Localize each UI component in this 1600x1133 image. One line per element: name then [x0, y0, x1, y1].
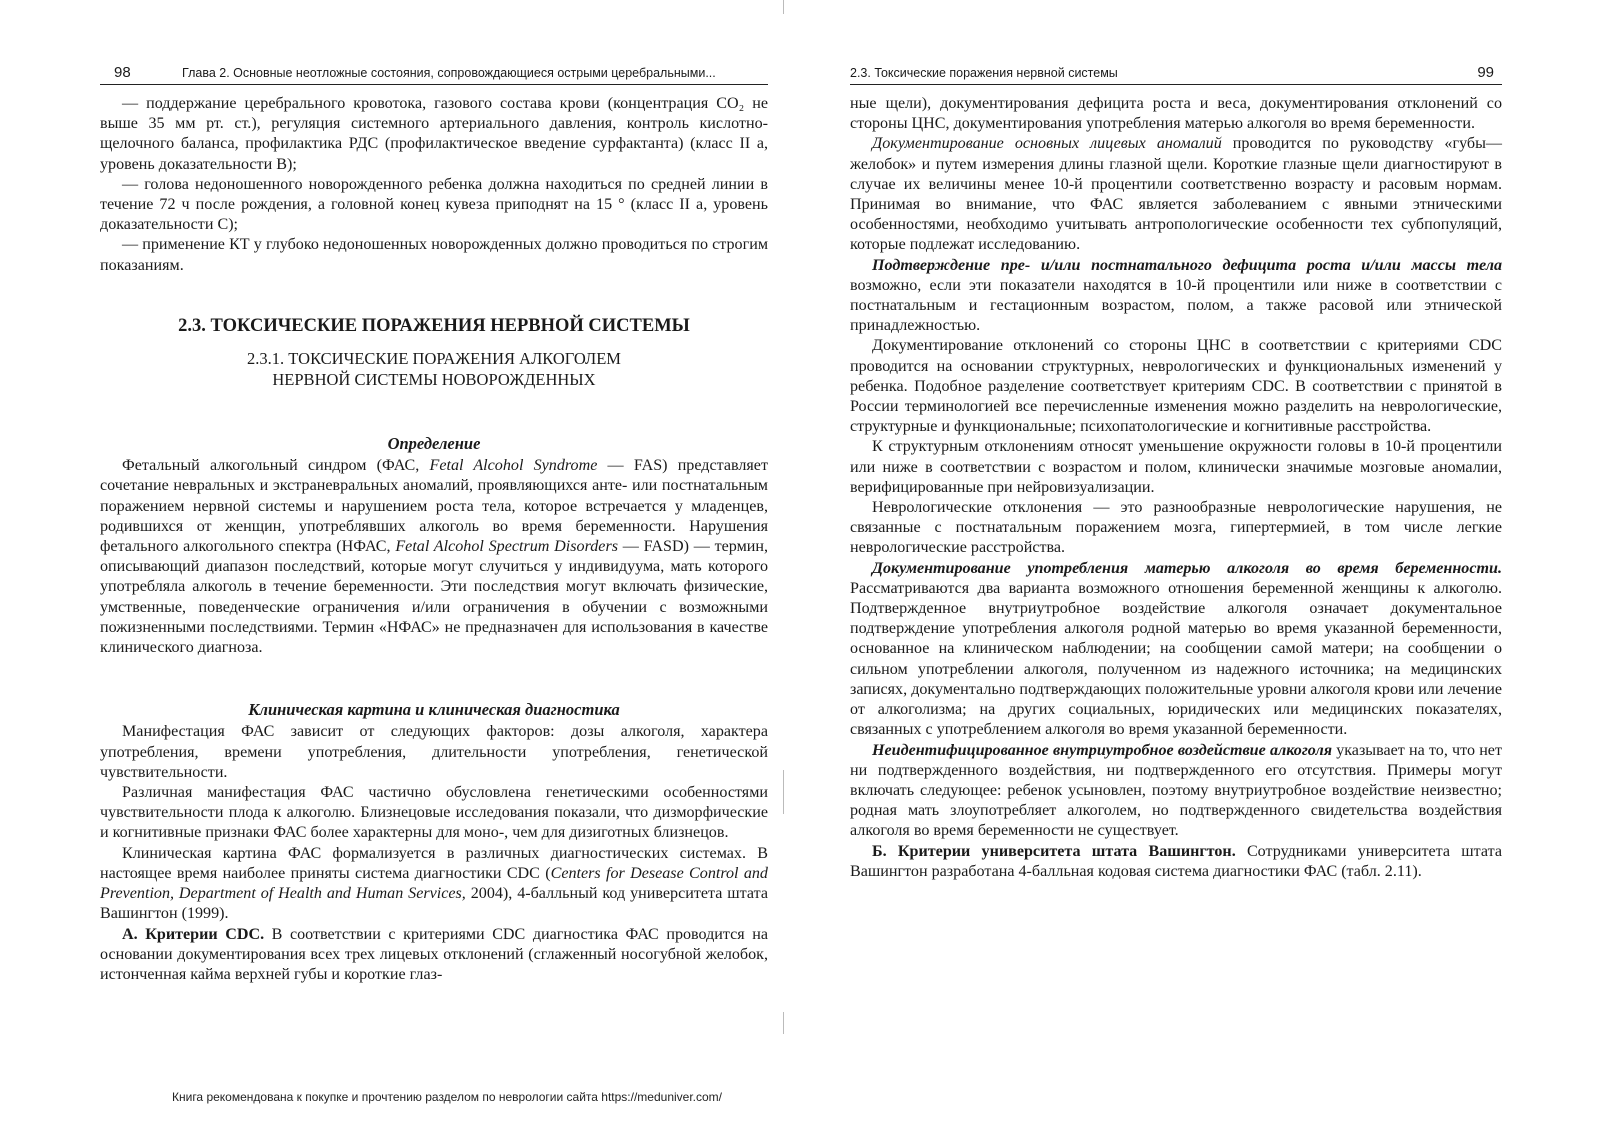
- text-run: — FASD) — термин, описывающий диапазон последствий, которые могут случиться у индивидуума, мать которого употребляла алкоголь в течение беременности. Эти последствия могут включать физические, умственные, поведенческие ограничения и/или ограничения в обучении с возможными пожизненными последствиями. Термин «НФАС» не предназначен для использования в качестве клинического диагноза.: [100, 538, 768, 657]
- left-page-number: 98: [114, 64, 131, 81]
- gutter-line-top: [783, 0, 784, 14]
- right-running-title: 2.3. Токсические поражения нервной системы: [850, 66, 1118, 80]
- text-run: Рассматриваются два варианта возможного отношения беременной женщины к алкоголю. Подтвержденное внутриутробное воздействие алкоголя означает документальное подтверждение употребления алкоголя родной матерью во время указанной беременности, основанное на клиническом наблюдении; на сообщении самой матери; на сообщении о сильном употреблении алкоголя, полученном из надежного источника; на медицинских записях, документально подтверждающих положительные уровни алкоголя крови или лечение от алкоголизма; на других социальных, юридических или медицинских показателях, связанных с употреблением алкоголя во время указанной беременности.: [850, 579, 1502, 739]
- left-body: [100, 94, 768, 985]
- text-run: — FAS) представляет сочетание невральных и экстраневральных аномалий, проявляющихся анте- или постнатальным поражением нервной системы и нарушением роста тела, которое встречается у младенцев, родившихся от женщин, употреблявших алкоголь во время беременности. Нарушения фетального алкогольного спектра (НФАС,: [100, 457, 768, 556]
- text-run-italic: Fetal Alcohol Syndrome: [429, 457, 598, 475]
- text-run: Клиническая картина ФАС формализуется в различных диагностических системах. В настоящее время наиболее приняты система диагностики CDC (: [100, 844, 768, 882]
- paragraph: ные щели), документирования дефицита роста и веса, документирования отклонений со стороны ЦНС, документирования употребления матерью алкоголя во время беременности.: [850, 95, 1502, 133]
- clinical-paragraph-1: Манифестация ФАС зависит от следующих факторов: дозы алкоголя, характера употребления, времени употребления, длительности употребления, генетической чувствительности.: [100, 723, 768, 781]
- heading-definition: Определение: [387, 434, 481, 454]
- text-run-italic: Документирование основных лицевых аномалий: [872, 135, 1222, 153]
- text-run-bold-italic: Подтверждение пре- и/или постнатального дефицита роста и/или массы тела: [872, 256, 1502, 274]
- left-running-title: Глава 2. Основные неотложные состояния, сопровождающиеся острыми церебральными...: [182, 66, 716, 80]
- text-run-italic: Fetal Alcohol Spectrum Disorders: [395, 538, 618, 556]
- list-item: — применение КТ у глубоко недоношенных новорожденных должно проводиться по строгим показаниям.: [100, 236, 768, 274]
- section-title: 2.3. ТОКСИЧЕСКИЕ ПОРАЖЕНИЯ НЕРВНОЙ СИСТЕМЫ: [178, 315, 690, 336]
- right-running-head: [850, 64, 1502, 85]
- footer-note: Книга рекомендована к покупке и прочтению разделом по неврологии сайта https://meduniver.com/: [172, 1090, 723, 1104]
- text-run: В соответствии с критериями CDC диагностика ФАС проводится на основании документирования всех трех лицевых отклонений (сглаженный носогубной желобок, истонченная кайма верхней губы и короткие глаз-: [100, 925, 768, 983]
- text-run: проводится по руководству «губы—желобок» и путем измерения длины глазной щели. Короткие глазные щели диагностируют в случае их величины менее 10-й процентили соответственно возрасту и расовым нормам. Принимая во внимание, что ФАС является заболеванием с явными этническими особенностями, необходимо учитывать антропологические особенности тех субпопуляций, которые подлежат исследованию.: [850, 135, 1502, 254]
- right-page: [850, 0, 1502, 1095]
- paragraph: Неврологические отклонения — это разнообразные неврологические нарушения, не связанные с постнатальным поражением мозга, гипертермией, в том числе легкие неврологические расстройства.: [850, 499, 1502, 557]
- definition-paragraph: [100, 456, 768, 658]
- paragraph: К структурным отклонениям относят уменьшение окружности головы в 10-й процентили или ниже в соответствии с возрастом и полом, клинически значимые мозговые аномалии, верифицированные при нейровизуализации.: [850, 438, 1502, 496]
- text-run-italic: Centers for Desease Control and Prevention, Department of Health and Human Services,: [100, 864, 768, 903]
- subsection-title-line2: НЕРВНОЙ СИСТЕМЫ НОВОРОЖДЕННЫХ: [272, 370, 596, 390]
- paragraph: [850, 741, 1502, 842]
- paragraph: [850, 134, 1502, 255]
- text-run-bold-italic: Неидентифицированное внутриутробное воздействие алкоголя: [872, 741, 1332, 759]
- paragraph: [850, 842, 1502, 882]
- right-page-number: 99: [1477, 64, 1494, 81]
- paragraph: Документирование отклонений со стороны ЦНС в соответствии с критериями CDC проводится на основании структурных, неврологических и функциональных изменений у ребенка. Подобное разделение соответствует критериям CDC. В соответствии с принятой в России терминологией все перечисленные изменения можно разделить на неврологические, структурные и функциональные; психопатологические и когнитивные расстройства.: [850, 337, 1502, 436]
- text-run: указывает на то, что нет ни подтвержденного воздействия, ни подтвержденного его отсутствия. Примеры могут включать следующее: ребенок усыновлен, поэтому внутриутробное воздействие неизвестно; родная мать злоупотребляет алкоголем, но подтвержденного свидетельства воздействия алкоголя во время беременности не существует.: [850, 741, 1502, 840]
- right-body: [850, 94, 1502, 882]
- list-item: — голова недоношенного новорожденного ребенка должна находиться по средней линии в течение 72 ч после рождения, а головной конец кувеза приподнят на 15 ° (класс II а, уровень доказательности С);: [100, 175, 768, 234]
- text-run: возможно, если эти показатели находятся в 10-й процентили или ниже в соответствии с постнатальным и гестационным возрастом, полом, а также расовой или этнической принадлежностью.: [850, 276, 1502, 335]
- paragraph: [850, 559, 1502, 741]
- text-run-bold-italic: Документирование употребления матерью алкоголя во время беременности.: [872, 559, 1502, 577]
- text-run: Фетальный алкогольный синдром (ФАС,: [122, 457, 430, 475]
- text-run: 2004), 4-балльный код университета штата Вашингтон (1999).: [100, 885, 768, 923]
- text-run: Сотрудниками университета штата Вашингтон разработана 4-балльная кодовая система диагностики ФАС (табл. 2.11).: [850, 842, 1502, 880]
- clinical-paragraph-2: Различная манифестация ФАС частично обусловлена генетическими особенностями чувствительности плода к алкоголю. Близнецовые исследования показали, что дизморфические и когнитивные признаки ФАС более характерны для моно-, чем для дизиготных близнецов.: [100, 784, 768, 842]
- text-run-bold: А. Критерии CDC.: [122, 925, 265, 943]
- subsection-title-line1: 2.3.1. ТОКСИЧЕСКИЕ ПОРАЖЕНИЯ АЛКОГОЛЕМ: [247, 349, 621, 369]
- list-item: — поддержание церебрального кровотока, газового состава крови (концентрация CO₂ не выше 35 мм рт. ст.), регуляция системного артериального давления, контроль кислотно-щелочного баланса, профилактика РДС (профилактическое введение сурфактанта) (класс II а, уровень доказательности В);: [100, 95, 768, 173]
- gutter-line-mid: [783, 770, 784, 814]
- heading-clinical: Клиническая картина и клиническая диагностика: [248, 700, 620, 720]
- left-page: [100, 0, 768, 1095]
- paragraph: [850, 256, 1502, 337]
- subsection-title: [100, 348, 768, 390]
- clinical-paragraph-3: [100, 844, 768, 925]
- clinical-paragraph-4: [100, 925, 768, 986]
- left-running-head: [100, 64, 768, 85]
- gutter-line-low: [783, 1012, 784, 1034]
- text-run-bold: Б. Критерии университета штата Вашингтон.: [872, 842, 1236, 860]
